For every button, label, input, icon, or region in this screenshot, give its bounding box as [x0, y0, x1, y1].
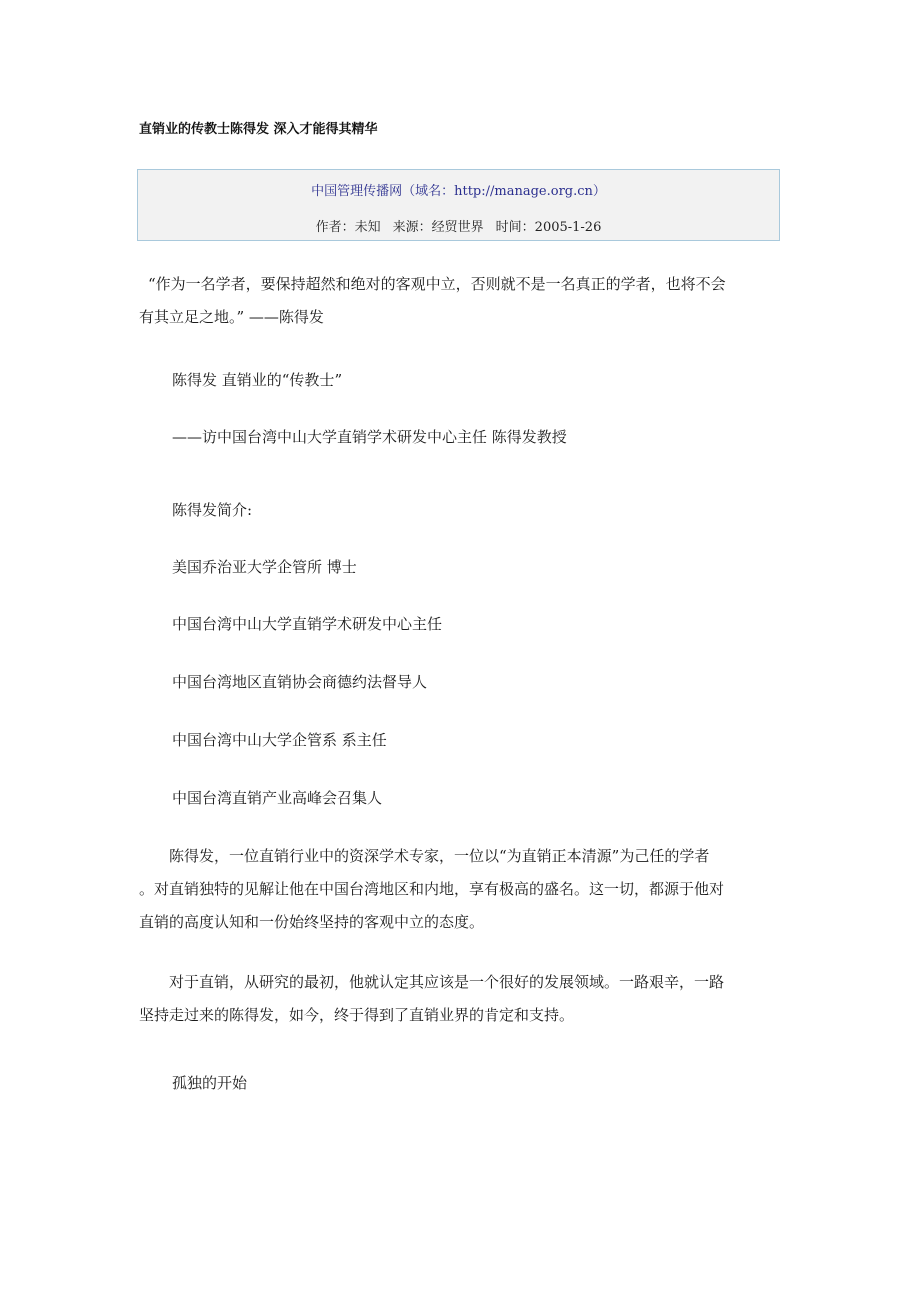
source-field: 来源：经贸世界 — [392, 220, 484, 235]
paragraph-line: 。对直销独特的见解让他在中国台湾地区和内地，享有极高的盛名。这一切，都源于他对 — [139, 880, 725, 898]
site-name-link[interactable]: 中国管理传播网 — [311, 184, 403, 199]
author-field: 作者：未知 — [315, 220, 381, 235]
opening-quote — [139, 268, 792, 334]
time-field: 时间：2005-1-26 — [495, 220, 602, 235]
paragraph-line: 陈得发，一位直销行业中的资深学术专家，一位以“为直销正本清源”为己任的学者 — [139, 847, 710, 865]
paragraph-line: 对于直销，从研究的最初，他就认定其应该是一个很好的发展领域。一路艰辛，一路 — [139, 973, 725, 991]
bio-item: 中国台湾直销产业高峰会召集人 — [172, 789, 383, 807]
domain-close: ） — [592, 184, 606, 199]
bio-heading: 陈得发简介: — [172, 501, 253, 519]
body-paragraph — [139, 966, 783, 1032]
bio-item: 中国台湾中山大学直销学术研发中心主任 — [172, 615, 443, 633]
article-meta-line — [138, 216, 779, 235]
body-paragraph — [139, 840, 783, 939]
quote-line: “作为一名学者，要保持超然和绝对的客观中立，否则就不是一名真正的学者，也将不会 — [148, 275, 726, 293]
paragraph-line: 坚持走过来的陈得发，如今，终于得到了直销业界的肯定和支持。 — [139, 1006, 575, 1024]
bio-item: 美国乔治亚大学企管所 博士 — [172, 558, 357, 576]
domain-url-link[interactable]: http://manage.org.cn — [454, 184, 593, 199]
domain-label: （域名： — [402, 184, 455, 199]
bio-item: 中国台湾中山大学企管系 系主任 — [172, 731, 387, 749]
article-title: 直销业的传教士陈得发 深入才能得其精华 — [139, 122, 378, 137]
article-info-box — [137, 169, 780, 241]
section-heading: 孤独的开始 — [172, 1074, 248, 1092]
quote-line: 有其立足之地。” ——陈得发 — [139, 308, 324, 326]
subtitle: 陈得发 直销业的“传教士” — [172, 371, 343, 389]
paragraph-line: 直销的高度认知和一份始终坚持的客观中立的态度。 — [139, 913, 485, 931]
interview-line: ——访中国台湾中山大学直销学术研发中心主任 陈得发教授 — [172, 428, 567, 446]
source-site-line — [138, 180, 779, 199]
bio-item: 中国台湾地区直销协会商德约法督导人 — [172, 673, 428, 691]
